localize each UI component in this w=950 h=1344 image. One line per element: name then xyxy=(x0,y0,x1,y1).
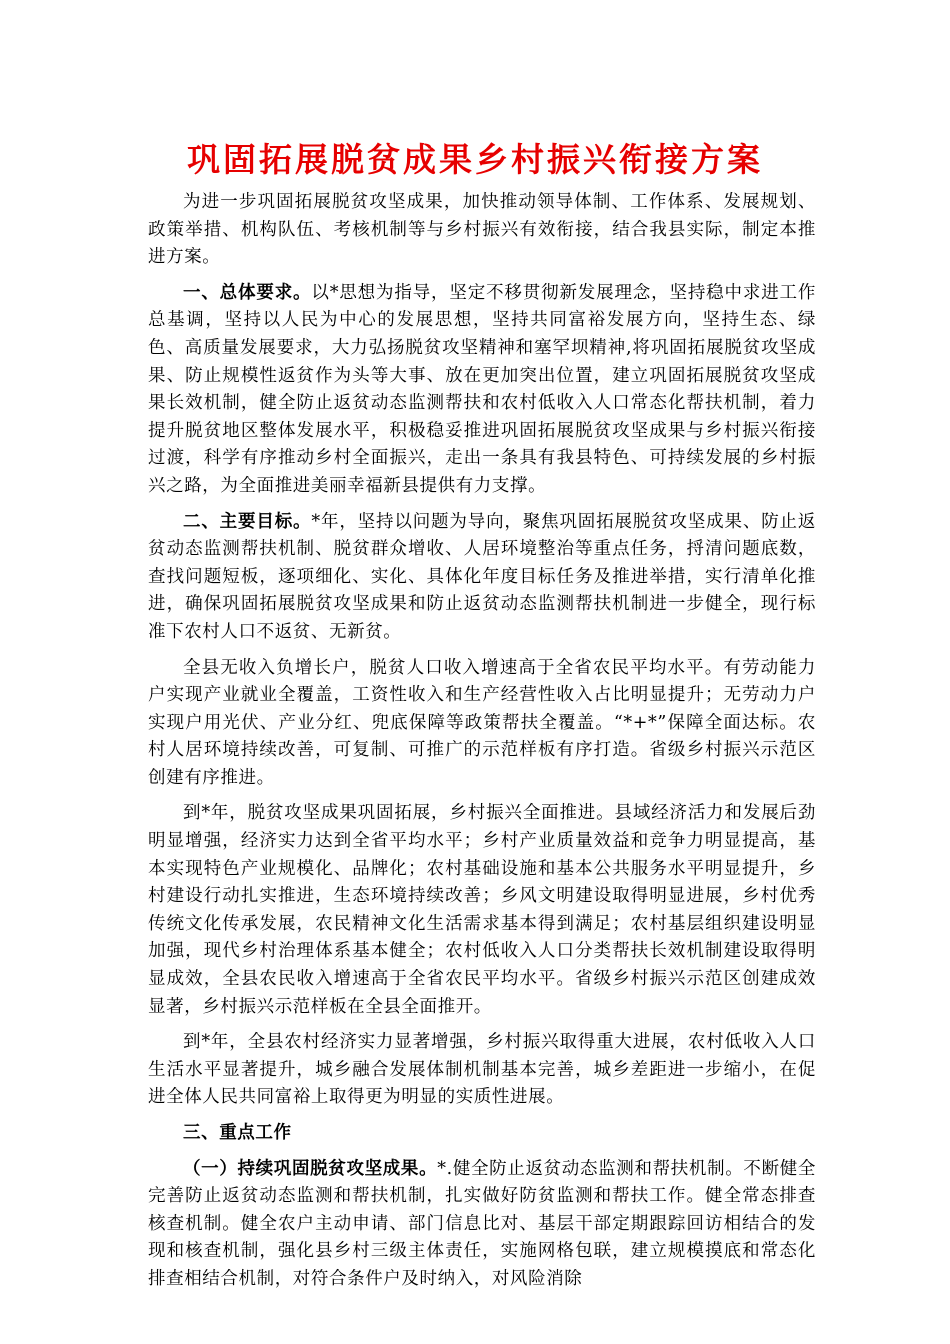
section-main-goals xyxy=(148,509,816,647)
document-body xyxy=(148,189,816,1302)
section-heading: 三、重点工作 xyxy=(183,1123,292,1143)
section-general-requirements xyxy=(148,280,816,501)
long-term-goals-paragraph: 到*年，全县农村经济实力显著增强，乡村振兴取得重大进展，农村低收入人口生活水平显著提升，城乡融合发展体制机制基本完善，城乡差距进一步缩小，在促进全体人民共同富裕上取得更为明显的实质性进展。 xyxy=(148,1032,816,1108)
section-text: 以*思想为指导，坚定不移贯彻新发展理念，坚持稳中求进工作总基调，坚持以人民为中心的发展思想，坚持共同富裕发展方向，坚持生态、绿色、高质量发展要求，大力弘扬脱贫攻坚精神和塞罕坝精神,将巩固拓展脱贫攻坚成果、防止规模性返贫作为头等大事、放在更加突出位置，建立巩固拓展脱贫攻坚成果长效机制，健全防止返贫动态监测帮扶和农村低收入人口常态化帮扶机制，着力提升脱贫地区整体发展水平，积极稳妥推进巩固拓展脱贫攻坚成果与乡村振兴衔接过渡，科学有序推动乡村全面振兴，走出一条具有我县特色、可持续发展的乡村振兴之路，为全面推进美丽幸福新县提供有力支撑。 xyxy=(148,282,816,496)
document-title: 巩固拓展脱贫成果乡村振兴衔接方案 xyxy=(187,140,763,179)
section-heading: 二、主要目标。 xyxy=(183,511,312,532)
section-text: *年，坚持以问题为导向，聚焦巩固拓展脱贫攻坚成果、防止返贫动态监测帮扶机制、脱贫群众增收、人居环境整治等重点任务，捋清问题底数，查找问题短板，逐项细化、实化、具体化年度目标任务及推进举措，实行清单化推进，确保巩固拓展脱贫攻坚成果和防止返贫动态监测帮扶机制进一步健全，现行标准下农村人口不返贫、无新贫。 xyxy=(148,511,816,642)
subsection-heading: （一）持续巩固脱贫攻坚成果。 xyxy=(183,1158,438,1179)
income-goals-paragraph: 全县无收入负增长户，脱贫人口收入增速高于全省农民平均水平。有劳动能力户实现产业就业全覆盖，工资性收入和生产经营性收入占比明显提升；无劳动力户实现户用光伏、产业分红、兜底保障等政策帮扶全覆盖。“*+*”保障全面达标。农村人居环境持续改善，可复制、可推广的示范样板有序打造。省级乡村振兴示范区创建有序推进。 xyxy=(148,657,816,788)
section-heading: 一、总体要求。 xyxy=(183,282,312,303)
intro-paragraph: 为进一步巩固拓展脱贫攻坚成果，加快推动领导体制、工作体系、发展规划、政策举措、机构队伍、考核机制等与乡村振兴有效衔接，结合我县实际，制定本推进方案。 xyxy=(148,192,816,268)
subsection-text: *.健全防止返贫动态监测和帮扶机制。不断健全完善防止返贫动态监测和帮扶机制，扎实做好防贫监测和帮扶工作。健全常态排查核查机制。健全农户主动申请、部门信息比对、基层干部定期跟踪回访相结合的发现和核查机制，强化县乡村三级主体责任，实施网格包联，建立规模摸底和常态化排查相结合机制，对符合条件户及时纳入，对风险消除 xyxy=(148,1158,816,1289)
section-key-work xyxy=(148,1120,816,1148)
mid-term-goals-paragraph: 到*年，脱贫攻坚成果巩固拓展，乡村振兴全面推进。县域经济活力和发展后劲明显增强，经济实力达到全省平均水平；乡村产业质量效益和竞争力明显提高，基本实现特色产业规模化、品牌化；农村基础设施和基本公共服务水平明显提升，乡村建设行动扎实推进，生态环境持续改善；乡风文明建设取得明显进展，乡村优秀传统文化传承发展，农民精神文化生活需求基本得到满足；农村基层组织建设明显加强，现代乡村治理体系基本健全；农村低收入人口分类帮扶长效机制建设取得明显成效，全县农民收入增速高于全省农民平均水平。省级乡村振兴示范区创建成效显著，乡村振兴示范样板在全县全面推开。 xyxy=(148,803,816,1017)
subsection-consolidate xyxy=(148,1156,816,1294)
